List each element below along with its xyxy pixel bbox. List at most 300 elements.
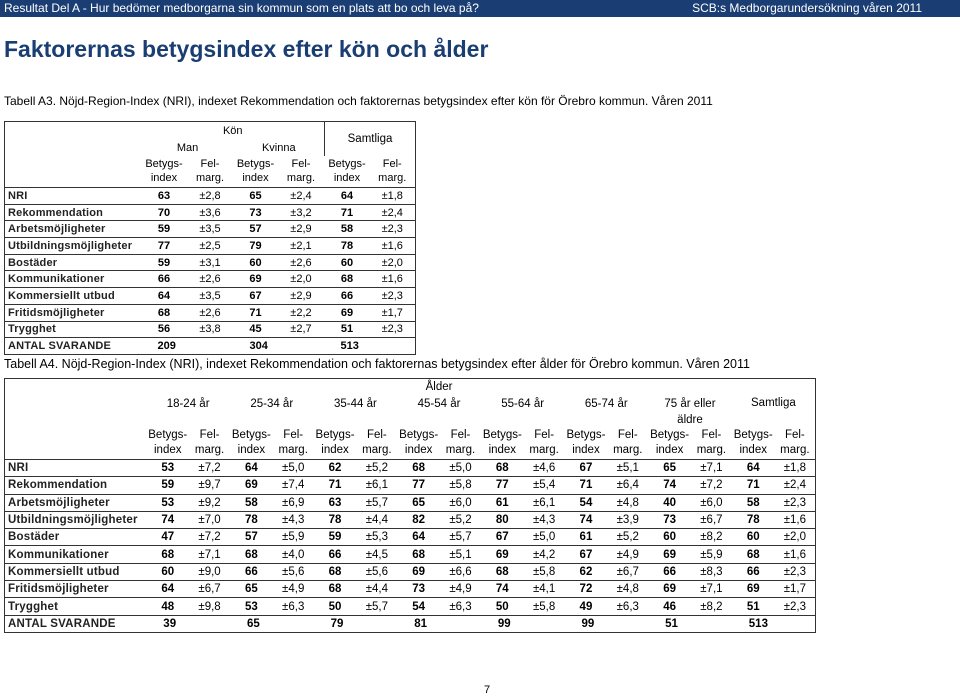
margin-cell: ±7,0: [189, 511, 230, 528]
margin-cell: ±1,6: [369, 238, 415, 255]
index-cell: 68: [230, 546, 273, 563]
total-header-a4: Samtliga: [732, 379, 816, 428]
col-header-line: index: [154, 444, 182, 457]
margin-cell: ±2,0: [369, 254, 415, 271]
margin-cell: ±5,4: [524, 477, 565, 494]
index-cell: 53: [146, 494, 189, 511]
table-row: [5, 494, 816, 511]
index-cell: 68: [314, 581, 357, 598]
index-cell: 71: [325, 204, 370, 221]
margin-cell: ±2,8: [186, 188, 233, 205]
margin-cell: ±2,0: [277, 271, 324, 288]
margin-cell: ±2,3: [369, 221, 415, 238]
margin-cell: ±2,7: [277, 321, 324, 338]
margin-cell: ±6,7: [607, 563, 648, 580]
margin-cell: ±5,2: [440, 511, 481, 528]
page-number: 7: [484, 684, 491, 696]
index-cell: 48: [146, 598, 189, 615]
index-cell: 68: [481, 460, 524, 477]
margin-cell: ±7,2: [189, 529, 230, 546]
margin-cell: ±6,1: [356, 477, 397, 494]
margin-cell: ±2,6: [186, 271, 233, 288]
respondent-count-cell: 513: [325, 338, 416, 355]
index-cell: 74: [481, 581, 524, 598]
kvinna-header: Kvinna: [261, 141, 296, 154]
col-header-line: Fel-: [534, 429, 555, 442]
margin-cell: ±6,7: [189, 581, 230, 598]
col-header-line: index: [237, 444, 266, 457]
col-header-felmarg: [524, 428, 565, 460]
index-cell: 50: [314, 598, 357, 615]
index-cell: 69: [481, 546, 524, 563]
index-cell: 78: [230, 511, 273, 528]
margin-cell: ±9,0: [189, 563, 230, 580]
margin-cell: ±5,0: [273, 460, 314, 477]
margin-cell: ±8,2: [691, 598, 732, 615]
margin-cell: ±4,3: [524, 511, 565, 528]
index-cell: 73: [397, 581, 440, 598]
margin-cell: ±2,6: [277, 254, 324, 271]
row-label: Fritidsmöjligheter: [5, 581, 147, 598]
col-header-line: index: [150, 172, 178, 185]
index-cell: 67: [481, 529, 524, 546]
table-row: [5, 288, 416, 305]
col-header-line: Fel-: [199, 429, 220, 442]
index-cell: 60: [648, 529, 691, 546]
margin-cell: ±4,4: [356, 511, 397, 528]
total-header: Samtliga: [325, 122, 416, 156]
margin-cell: ±4,6: [524, 460, 565, 477]
index-cell: 69: [648, 581, 691, 598]
margin-cell: ±3,9: [607, 511, 648, 528]
col-header-felmarg: [186, 156, 233, 188]
table-row: [5, 254, 416, 271]
index-cell: 54: [565, 494, 608, 511]
index-cell: 78: [314, 511, 357, 528]
margin-cell: ±5,6: [356, 563, 397, 580]
index-cell: 78: [325, 238, 370, 255]
col-header-line: Fel-: [283, 429, 304, 442]
margin-cell: ±3,2: [277, 204, 324, 221]
index-cell: 66: [732, 563, 775, 580]
margin-cell: ±8,2: [691, 529, 732, 546]
margin-cell: ±3,1: [186, 254, 233, 271]
col-header-betygsindex: [397, 428, 440, 460]
index-cell: 79: [234, 238, 278, 255]
index-cell: 47: [146, 529, 189, 546]
col-header-line: marg.: [378, 172, 407, 185]
col-header-betygsindex: [234, 156, 278, 188]
col-header-line: Betygs-: [315, 429, 355, 442]
index-cell: 54: [397, 598, 440, 615]
index-cell: 66: [325, 288, 370, 305]
margin-cell: ±3,8: [186, 321, 233, 338]
row-label: Kommersiellt utbud: [5, 563, 147, 580]
index-cell: 57: [230, 529, 273, 546]
margin-cell: ±4,1: [524, 581, 565, 598]
index-cell: 64: [230, 460, 273, 477]
index-cell: 60: [325, 254, 370, 271]
margin-cell: ±4,4: [356, 581, 397, 598]
col-header-line: index: [488, 444, 517, 457]
margin-cell: ±6,3: [440, 598, 481, 615]
col-header-line: Betygs-: [733, 429, 773, 442]
margin-cell: ±3,6: [186, 204, 233, 221]
margin-cell: ±6,3: [273, 598, 314, 615]
index-cell: 74: [648, 477, 691, 494]
margin-cell: ±5,1: [440, 546, 481, 563]
margin-cell: ±5,8: [524, 563, 565, 580]
margin-cell: ±7,1: [691, 460, 732, 477]
respondent-count-cell: 209: [142, 338, 234, 355]
margin-cell: ±5,0: [524, 529, 565, 546]
respondent-count-cell: 304: [234, 338, 325, 355]
index-cell: 68: [732, 546, 775, 563]
respondent-count-cell: 99: [565, 615, 649, 632]
col-header-line: Fel-: [366, 429, 387, 442]
index-cell: 68: [481, 563, 524, 580]
col-header-betygsindex: [481, 428, 524, 460]
col-header-felmarg: [189, 428, 230, 460]
row-label: ANTAL SVARANDE: [5, 338, 142, 355]
age-band-header: 75 år eller äldre: [664, 397, 716, 426]
index-cell: 51: [732, 598, 775, 615]
margin-cell: ±5,6: [273, 563, 314, 580]
table-a4-caption: Tabell A4. Nöjd-Region-Index (NRI), indexet Rekommendation och faktorernas betygsindex efter ålder för Örebro kommun. Våren 2011: [4, 357, 750, 371]
col-header-line: marg.: [194, 444, 225, 457]
margin-cell: ±2,4: [369, 204, 415, 221]
col-header-line: Betygs-: [145, 158, 183, 171]
row-label: Kommunikationer: [5, 271, 142, 288]
margin-cell: ±2,3: [775, 598, 816, 615]
col-header-line: index: [655, 444, 684, 457]
index-cell: 68: [146, 546, 189, 563]
margin-cell: ±2,1: [277, 238, 324, 255]
col-header-line: index: [572, 444, 600, 457]
page-title: Faktorernas betygsindex efter kön och ålder: [4, 36, 489, 62]
col-header-betygsindex: [325, 156, 370, 188]
margin-cell: ±7,2: [189, 460, 230, 477]
index-cell: 45: [234, 321, 278, 338]
col-header-betygsindex: [565, 428, 608, 460]
table-row: [5, 188, 416, 205]
index-cell: 51: [325, 321, 370, 338]
margin-cell: ±1,7: [369, 304, 415, 321]
margin-cell: ±3,5: [186, 288, 233, 305]
margin-cell: ±1,8: [369, 188, 415, 205]
col-header-felmarg: [369, 156, 415, 188]
age-band-header: 18-24 år: [166, 397, 210, 410]
margin-cell: ±3,5: [186, 221, 233, 238]
index-cell: 65: [230, 581, 273, 598]
index-cell: 68: [397, 546, 440, 563]
margin-cell: ±5,7: [356, 494, 397, 511]
index-cell: 66: [142, 271, 187, 288]
col-header-felmarg: [277, 156, 324, 188]
col-header-felmarg: [607, 428, 648, 460]
margin-cell: ±2,9: [277, 221, 324, 238]
row-label: Rekommendation: [5, 477, 147, 494]
col-header-line: marg.: [195, 172, 225, 185]
col-header-line: index: [739, 444, 767, 457]
index-cell: 62: [565, 563, 608, 580]
row-label: Fritidsmöjligheter: [5, 304, 142, 321]
margin-cell: ±5,1: [607, 460, 648, 477]
table-a3: [4, 121, 416, 355]
margin-cell: ±5,7: [440, 529, 481, 546]
margin-cell: ±6,3: [607, 598, 648, 615]
col-header-line: Betygs-: [399, 429, 439, 442]
page-header-bar: [0, 0, 960, 17]
margin-cell: ±2,3: [775, 563, 816, 580]
col-header-betygsindex: [648, 428, 691, 460]
table-row: [5, 238, 416, 255]
table-a4: [4, 378, 816, 633]
index-cell: 65: [648, 460, 691, 477]
margin-cell: ±2,2: [277, 304, 324, 321]
total-row: [5, 615, 816, 632]
col-header-line: marg.: [362, 444, 392, 457]
table-row: [5, 221, 416, 238]
index-cell: 80: [481, 511, 524, 528]
index-cell: 58: [325, 221, 370, 238]
margin-cell: ±7,1: [189, 546, 230, 563]
col-header-betygsindex: [732, 428, 775, 460]
index-cell: 40: [648, 494, 691, 511]
table-row: [5, 204, 416, 221]
table-row: [5, 563, 816, 580]
age-band-header: 65-74 år: [584, 397, 628, 410]
margin-cell: ±5,8: [524, 598, 565, 615]
col-header-betygsindex: [230, 428, 273, 460]
col-header-line: Betygs-: [566, 429, 606, 442]
col-header-line: Fel-: [617, 429, 638, 442]
index-cell: 78: [732, 511, 775, 528]
index-cell: 69: [230, 477, 273, 494]
index-cell: 71: [565, 477, 608, 494]
index-cell: 64: [397, 529, 440, 546]
index-cell: 67: [234, 288, 278, 305]
index-cell: 68: [314, 563, 357, 580]
index-cell: 74: [146, 511, 189, 528]
margin-cell: ±5,0: [440, 460, 481, 477]
index-cell: 58: [732, 494, 775, 511]
col-header-line: marg.: [696, 444, 727, 457]
row-label: Trygghet: [5, 598, 147, 615]
respondent-count-cell: 513: [732, 615, 816, 632]
margin-cell: ±1,8: [775, 460, 816, 477]
margin-cell: ±2,3: [775, 494, 816, 511]
margin-cell: ±4,9: [273, 581, 314, 598]
index-cell: 68: [397, 460, 440, 477]
col-header-line: index: [333, 172, 361, 185]
index-cell: 63: [314, 494, 357, 511]
margin-cell: ±6,4: [607, 477, 648, 494]
index-cell: 66: [648, 563, 691, 580]
margin-cell: ±4,9: [440, 581, 481, 598]
table-row: [5, 460, 816, 477]
margin-cell: ±7,1: [691, 581, 732, 598]
margin-cell: ±5,2: [607, 529, 648, 546]
col-header-line: Fel-: [450, 429, 471, 442]
margin-cell: ±2,6: [186, 304, 233, 321]
index-cell: 77: [397, 477, 440, 494]
col-header-felmarg: [273, 428, 314, 460]
header-survey-name: SCB:s Medborgarundersökning våren 2011: [692, 1, 922, 15]
age-band-header: 25-34 år: [250, 397, 294, 410]
col-header-line: Betygs-: [231, 429, 271, 442]
margin-cell: ±2,9: [277, 288, 324, 305]
respondent-count-cell: 65: [230, 615, 314, 632]
col-header-line: Betygs-: [148, 429, 188, 442]
row-label: Kommersiellt utbud: [5, 288, 142, 305]
row-label: Utbildningsmöjligheter: [5, 511, 147, 528]
index-cell: 64: [732, 460, 775, 477]
index-cell: 69: [648, 546, 691, 563]
margin-cell: ±5,2: [356, 460, 397, 477]
margin-cell: ±4,9: [607, 546, 648, 563]
index-cell: 60: [732, 529, 775, 546]
index-cell: 65: [397, 494, 440, 511]
man-header: Man: [176, 141, 199, 154]
margin-cell: ±4,0: [273, 546, 314, 563]
margin-cell: ±8,3: [691, 563, 732, 580]
col-header-line: Betygs-: [328, 158, 366, 171]
margin-cell: ±2,5: [186, 238, 233, 255]
col-header-betygsindex: [142, 156, 187, 188]
index-cell: 60: [146, 563, 189, 580]
index-cell: 77: [142, 238, 187, 255]
table-a3-caption: Tabell A3. Nöjd-Region-Index (NRI), indexet Rekommendation och faktorernas betygsindex efter kön för Örebro kommun. Våren 2011: [4, 94, 713, 108]
margin-cell: ±9,7: [189, 477, 230, 494]
index-cell: 69: [234, 271, 278, 288]
margin-cell: ±4,2: [524, 546, 565, 563]
index-cell: 62: [314, 460, 357, 477]
index-cell: 57: [234, 221, 278, 238]
margin-cell: ±5,9: [691, 546, 732, 563]
index-cell: 65: [234, 188, 278, 205]
margin-cell: ±1,7: [775, 581, 816, 598]
col-header-line: marg.: [529, 444, 559, 457]
col-header-betygsindex: [314, 428, 357, 460]
col-header-line: index: [321, 444, 349, 457]
margin-cell: ±2,3: [369, 321, 415, 338]
respondent-count-cell: 99: [481, 615, 565, 632]
index-cell: 61: [565, 529, 608, 546]
col-header-line: Betygs-: [236, 158, 275, 171]
table-row: [5, 477, 816, 494]
margin-cell: ±6,7: [691, 511, 732, 528]
index-cell: 53: [230, 598, 273, 615]
margin-cell: ±7,4: [273, 477, 314, 494]
col-header-felmarg: [356, 428, 397, 460]
row-label: Bostäder: [5, 254, 142, 271]
col-header-felmarg: [440, 428, 481, 460]
index-cell: 67: [565, 460, 608, 477]
index-cell: 77: [481, 477, 524, 494]
col-header-line: marg.: [613, 444, 643, 457]
col-header-betygsindex: [146, 428, 189, 460]
index-cell: 68: [142, 304, 187, 321]
row-label: Kommunikationer: [5, 546, 147, 563]
table-row: [5, 271, 416, 288]
index-cell: 53: [146, 460, 189, 477]
margin-cell: ±6,9: [273, 494, 314, 511]
respondent-count-cell: 51: [648, 615, 732, 632]
table-row: [5, 304, 416, 321]
margin-cell: ±5,9: [273, 529, 314, 546]
index-cell: 46: [648, 598, 691, 615]
margin-cell: ±5,3: [356, 529, 397, 546]
index-cell: 64: [142, 288, 187, 305]
index-cell: 60: [234, 254, 278, 271]
row-label: NRI: [5, 460, 147, 477]
col-header-line: marg.: [278, 444, 308, 457]
col-header-line: Fel-: [291, 158, 311, 171]
index-cell: 63: [142, 188, 187, 205]
index-cell: 69: [732, 581, 775, 598]
index-cell: 64: [325, 188, 370, 205]
margin-cell: ±2,4: [775, 477, 816, 494]
col-header-line: Betygs-: [482, 429, 522, 442]
margin-cell: ±7,2: [691, 477, 732, 494]
index-cell: 49: [565, 598, 608, 615]
row-label: ANTAL SVARANDE: [5, 615, 147, 632]
col-header-line: Fel-: [382, 158, 402, 171]
row-label: Utbildningsmöjligheter: [5, 238, 142, 255]
index-cell: 50: [481, 598, 524, 615]
index-cell: 59: [142, 221, 187, 238]
index-cell: 59: [146, 477, 189, 494]
row-label: NRI: [5, 188, 142, 205]
row-label: Rekommendation: [5, 204, 142, 221]
index-cell: 74: [565, 511, 608, 528]
margin-cell: ±6,6: [440, 563, 481, 580]
margin-cell: ±1,6: [369, 271, 415, 288]
margin-cell: ±4,8: [607, 494, 648, 511]
age-band-header: 55-64 år: [501, 397, 545, 410]
index-cell: 70: [142, 204, 187, 221]
index-cell: 69: [325, 304, 370, 321]
index-cell: 67: [565, 546, 608, 563]
row-label: Bostäder: [5, 529, 147, 546]
index-cell: 82: [397, 511, 440, 528]
age-band-header: 45-54 år: [417, 397, 461, 410]
col-header-line: index: [404, 444, 433, 457]
margin-cell: ±2,3: [369, 288, 415, 305]
col-header-felmarg: [775, 428, 816, 460]
index-cell: 69: [397, 563, 440, 580]
respondent-count-cell: 81: [397, 615, 481, 632]
index-cell: 72: [565, 581, 608, 598]
index-cell: 64: [146, 581, 189, 598]
index-cell: 66: [230, 563, 273, 580]
col-header-line: marg.: [286, 172, 316, 185]
col-header-line: index: [242, 172, 269, 185]
gender-group-header: Kön: [142, 122, 325, 140]
col-header-felmarg: [691, 428, 732, 460]
index-cell: 61: [481, 494, 524, 511]
margin-cell: ±9,8: [189, 598, 230, 615]
row-label: Arbetsmöjligheter: [5, 494, 147, 511]
row-label: Trygghet: [5, 321, 142, 338]
index-cell: 71: [732, 477, 775, 494]
col-header-line: marg.: [780, 444, 810, 457]
col-header-line: Fel-: [784, 429, 805, 442]
margin-cell: ±1,6: [775, 511, 816, 528]
index-cell: 59: [142, 254, 187, 271]
index-cell: 73: [234, 204, 278, 221]
